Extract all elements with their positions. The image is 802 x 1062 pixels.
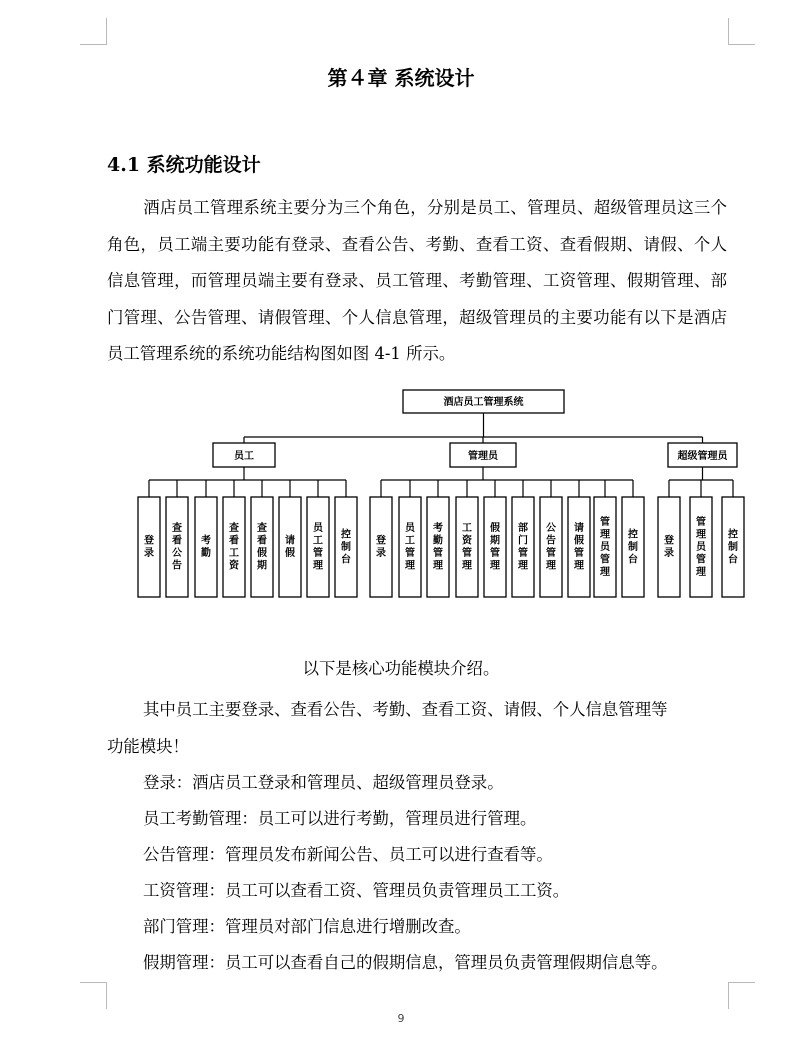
crop-mark-bottom-right: [728, 982, 755, 1009]
module-node-label: 查看公告: [172, 523, 182, 572]
module-node-label: 管理员管理: [600, 516, 610, 578]
module-node: [195, 497, 217, 597]
body-line: 登录：酒店员工登录和管理员、超级管理员登录。: [143, 773, 504, 792]
module-node: [427, 497, 449, 597]
module-node: [307, 497, 329, 597]
module-node: [370, 497, 392, 597]
module-node: [166, 497, 188, 597]
module-node: [512, 497, 534, 597]
module-node-label: 控制台: [628, 529, 638, 566]
module-node-label: 控制台: [728, 529, 738, 566]
body-line: 假期管理：员工可以查看自己的假期信息，管理员负责管理假期信息等。: [143, 953, 668, 972]
module-node-label: 请假管理: [574, 523, 584, 572]
body-line: 其中员工主要登录、查看公告、考勤、查看工资、请假、个人信息管理等: [143, 700, 668, 719]
module-node-label: 员工管理: [405, 523, 415, 572]
module-node: [568, 497, 590, 597]
module-node-label: 公告管理: [546, 523, 556, 572]
role-node-label: 员工: [234, 451, 254, 462]
body-line: 员工考勤管理：员工可以进行考勤，管理员进行管理。: [143, 809, 537, 828]
module-node-label: 考勤管理: [433, 523, 443, 572]
module-node: [223, 497, 245, 597]
page-number: 9: [397, 1012, 405, 1025]
module-node-label: 控制台: [341, 529, 351, 566]
module-node-label: 员工管理: [313, 523, 323, 572]
body-line: 部门管理：管理员对部门信息进行增删改查。: [143, 917, 471, 936]
body-line: 公告管理：管理员发布新闻公告、员工可以进行查看等。: [143, 845, 553, 864]
section-title: 4.1 系统功能设计: [107, 154, 261, 176]
module-node: [138, 497, 160, 597]
module-node-label: 请假: [285, 535, 295, 559]
module-node-label: 查看假期: [257, 523, 267, 572]
crop-mark-bottom-left: [80, 982, 107, 1009]
module-node: [484, 497, 506, 597]
module-node: [658, 497, 680, 597]
figure-caption: 以下是核心功能模块介绍。: [302, 659, 500, 678]
body-line: 工资管理：员工可以查看工资、管理员负责管理员工工资。: [143, 881, 570, 900]
module-node-label: 假期管理: [490, 523, 500, 572]
module-node: [399, 497, 421, 597]
intro-text: 酒店员工管理系统主要分为三个角色，分别是员工、管理员、超级管理员这三个角色，员工端主要功能有登录、查看公告、考勤、查看工资、查看假期、请假、个人信息管理，而管理员端主要有登录、员工管理、考勤管理、工资管理、假期管理、部门管理、公告管理、请假管理、个人信息管理，超级管理员的主要功能有以下是酒店员工管理系统的系统功能结构图如图 4-1 所示。: [107, 198, 727, 363]
module-node-label: 工资管理: [462, 523, 472, 572]
module-node-label: 管理员管理: [696, 516, 706, 578]
module-node: [251, 497, 273, 597]
module-node: [279, 497, 301, 597]
module-node-label: 考勤: [201, 535, 211, 559]
module-node-label: 查看工资: [229, 523, 239, 572]
role-node-label: 超级管理员: [677, 451, 728, 462]
module-node-label: 登录: [664, 535, 674, 559]
chapter-title: 第４章 系统设计: [327, 66, 475, 90]
module-node-label: 部门管理: [518, 523, 528, 572]
module-node: [456, 497, 478, 597]
module-node-label: 登录: [144, 535, 154, 559]
module-node: [540, 497, 562, 597]
role-node-label: 管理员: [468, 451, 498, 462]
body-line: 功能模块！: [107, 737, 189, 756]
module-node-label: 登录: [376, 535, 386, 559]
root-node-label: 酒店员工管理系统: [443, 397, 524, 408]
